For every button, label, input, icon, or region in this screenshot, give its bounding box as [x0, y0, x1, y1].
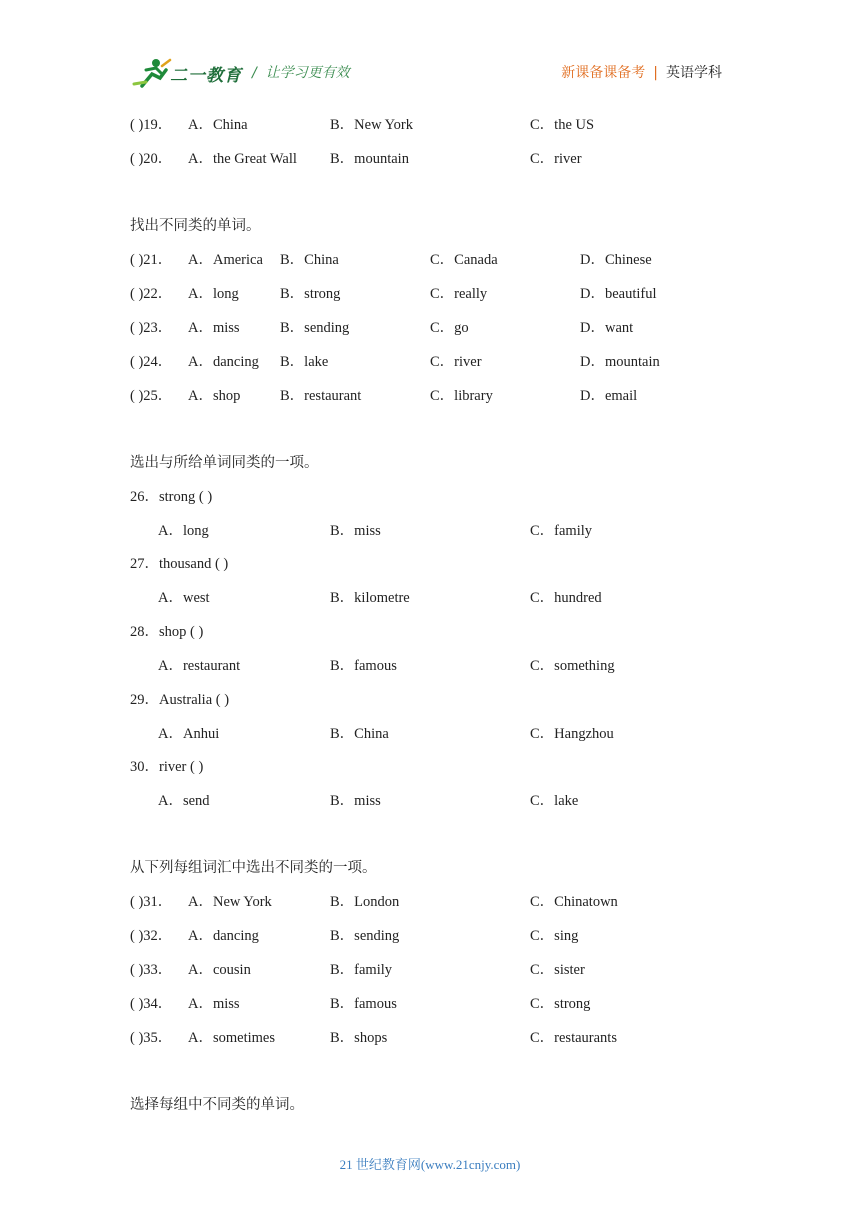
option-a: A．long [158, 523, 209, 539]
question-number: ( )33． [130, 962, 173, 978]
option-b: B．kilometre [330, 590, 410, 606]
option-c: C．strong [530, 996, 591, 1012]
option-c: C．family [530, 523, 593, 539]
header-tagline: 新课备课备考 [561, 65, 646, 81]
option-b: B．miss [330, 793, 381, 809]
option-a: A．send [158, 793, 210, 809]
header-subject: 英语学科 [666, 65, 722, 81]
section-title-choose-different: 选择每组中不同类的单词。 [130, 1097, 304, 1113]
option-a: A．cousin [188, 962, 251, 978]
option-c: C．Hangzhou [530, 726, 614, 742]
option-c: C．Canada [430, 252, 498, 268]
option-c: C．sing [530, 928, 579, 944]
option-a: A．the Great Wall [188, 151, 297, 167]
section-title-find-different: 找出不同类的单词。 [130, 218, 261, 234]
question-number: ( )20． [130, 151, 173, 167]
option-a: A．sometimes [188, 1030, 275, 1046]
option-d: D．beautiful [580, 286, 657, 302]
option-a: A．Anhui [158, 726, 220, 742]
question-number: ( )21． [130, 252, 173, 268]
option-a: A．restaurant [158, 658, 241, 674]
option-b: B．mountain [330, 151, 409, 167]
question-stem: 28．shop ( ) [130, 624, 204, 640]
option-d: D．want [580, 320, 634, 336]
header-right [561, 62, 722, 82]
option-c: C．go [430, 320, 469, 336]
option-b: B．famous [330, 996, 397, 1012]
slogan-prefix: / [252, 65, 257, 81]
slogan [252, 62, 350, 82]
option-c: C．Chinatown [530, 894, 618, 910]
logo-text: 二一教育 [170, 66, 242, 86]
option-b: B．China [330, 726, 389, 742]
section-title-group-different: 从下列每组词汇中选出不同类的一项。 [130, 860, 377, 876]
page-header [0, 0, 860, 100]
option-d: D．mountain [580, 354, 660, 370]
page-footer: 21 世纪教育网(www.21cnjy.com) [339, 1157, 521, 1172]
option-b: B．sending [280, 320, 350, 336]
question-stem: 27．thousand ( ) [130, 556, 229, 572]
option-b: B．famous [330, 658, 397, 674]
option-b: B．miss [330, 523, 381, 539]
option-c: C．restaurants [530, 1030, 617, 1046]
option-a: A．miss [188, 320, 240, 336]
question-number: ( )31． [130, 894, 173, 910]
question-number: ( )25． [130, 388, 173, 404]
option-d: D．Chinese [580, 252, 652, 268]
slogan-text: 让学习更有效 [265, 65, 350, 81]
option-b: B．New York [330, 117, 413, 133]
option-c: C．river [530, 151, 582, 167]
question-number: ( )19． [130, 117, 173, 133]
option-a: A．shop [188, 388, 241, 404]
option-c: C．hundred [530, 590, 602, 606]
option-c: C．the US [530, 117, 595, 133]
question-number: ( )34． [130, 996, 173, 1012]
question-stem: 30．river ( ) [130, 759, 204, 775]
option-b: B．sending [330, 928, 400, 944]
option-b: B．strong [280, 286, 341, 302]
option-b: B．London [330, 894, 400, 910]
option-b: B．restaurant [280, 388, 362, 404]
option-c: C．river [430, 354, 482, 370]
option-c: C．really [430, 286, 488, 302]
option-b: B．lake [280, 354, 329, 370]
option-a: A．New York [188, 894, 272, 910]
question-number: ( )23． [130, 320, 173, 336]
option-a: A．America [188, 252, 263, 268]
header-separator: | [653, 65, 658, 81]
option-c: C．library [430, 388, 493, 404]
option-d: D．email [580, 388, 638, 404]
section-title-select-same: 选出与所给单词同类的一项。 [130, 455, 319, 471]
option-c: C．sister [530, 962, 585, 978]
question-stem: 29．Australia ( ) [130, 692, 230, 708]
option-b: B．family [330, 962, 393, 978]
option-b: B．China [280, 252, 339, 268]
question-number: ( )32． [130, 928, 173, 944]
option-a: A．long [188, 286, 239, 302]
option-b: B．shops [330, 1030, 388, 1046]
option-a: A．China [188, 117, 248, 133]
option-c: C．something [530, 658, 615, 674]
option-a: A．west [158, 590, 210, 606]
option-a: A．dancing [188, 928, 259, 944]
question-stem: 26．strong ( ) [130, 489, 213, 505]
option-a: A．miss [188, 996, 240, 1012]
question-number: ( )35． [130, 1030, 173, 1046]
option-c: C．lake [530, 793, 579, 809]
option-a: A．dancing [188, 354, 259, 370]
question-number: ( )22． [130, 286, 173, 302]
question-number: ( )24． [130, 354, 173, 370]
